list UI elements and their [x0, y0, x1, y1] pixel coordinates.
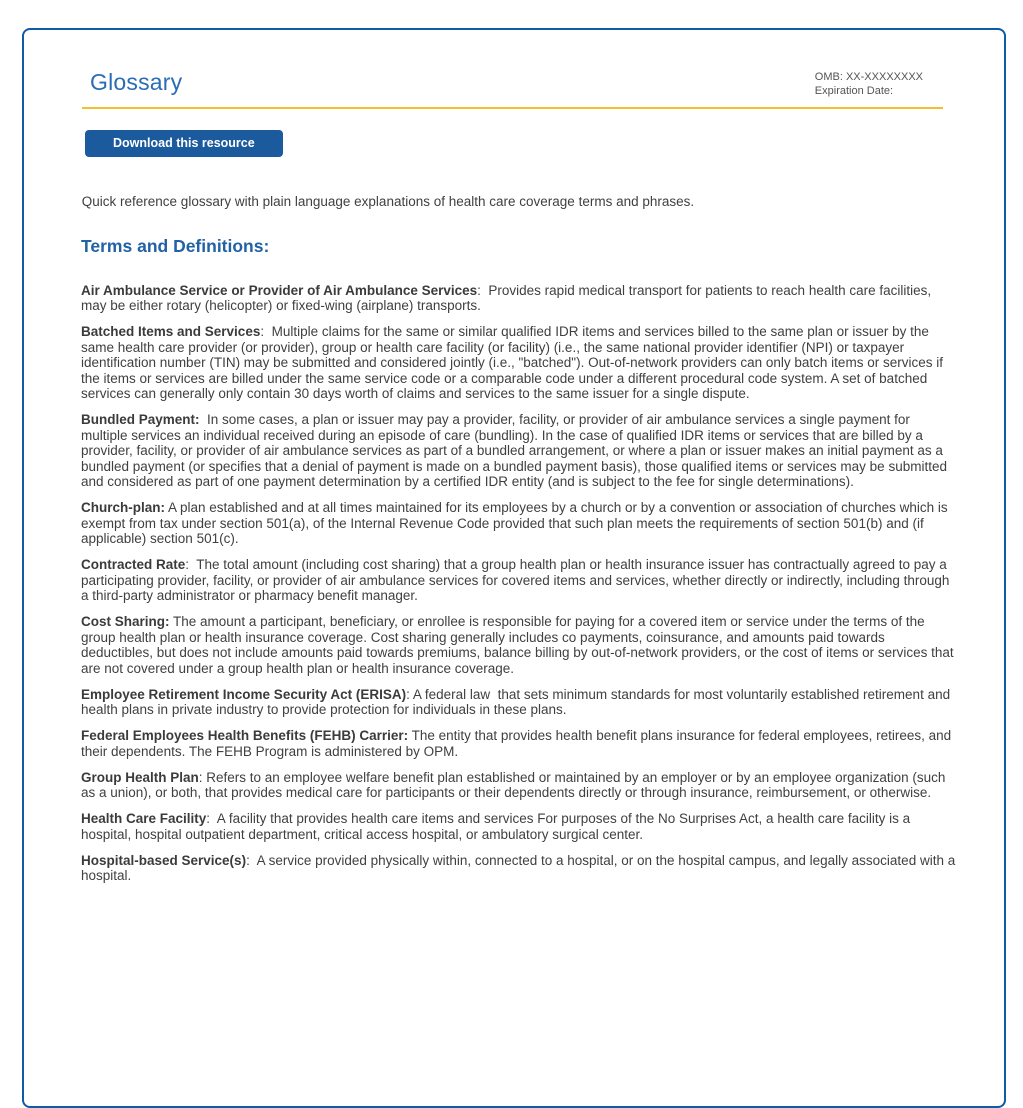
term-definition — [81, 770, 956, 801]
intro-text: Quick reference glossary with plain language explanations of health care coverage terms and phrases. — [78, 194, 695, 209]
expiration-date: Expiration Date: — [814, 84, 894, 97]
term-name: Air Ambulance Service or Provider of Air Ambulance Services — [81, 282, 478, 298]
title-underline — [82, 107, 943, 109]
term-definition — [81, 811, 956, 842]
omb-number: OMB: XX-XXXXXXXX — [814, 71, 923, 83]
content-card — [22, 28, 1006, 1108]
term-text: A plan established and at all times maintained for its employees by a church or by a convention or association of churches which is exempt from tax under section 501(a), of the Internal Revenue Code provided that such plan meets the requirements of section 501(b) and (if applicable) section 501(c). — [81, 500, 952, 546]
term-name: Employee Retirement Income Security Act (ERISA) — [81, 686, 407, 702]
term-name: Hospital-based Service(s) — [81, 852, 247, 868]
page-header — [82, 70, 943, 107]
terms-list — [81, 282, 959, 884]
term-text: : The total amount (including cost sharing) that a group health plan or health insurance issuer has contractually agreed to pay a participating provider, facility, or provider of air ambulance services for covered items and services, whether directly or indirectly, including through a third-party administrator or pharmacy benefit manager. — [81, 557, 954, 603]
term-definition — [81, 500, 956, 547]
term-text: : Refers to an employee welfare benefit plan established or maintained by an employer or by an employee organization (such as a union), or both, that provides medical care for participants or their dependents directly or through insurance, reimbursement, or otherwise. — [81, 769, 950, 800]
term-text: The amount a participant, beneficiary, or enrollee is responsible for paying for a covered item or service under the terms of the group health plan or health insurance coverage. Cost sharing generally includes co payments, coinsurance, and amounts paid towards deductibles, but does not include amounts paid towards premiums, balance billing by out-of-network providers, or the cost of items or services that are not covered under a group health plan or health insurance coverage. — [81, 614, 958, 676]
term-text: In some cases, a plan or issuer may pay a provider, facility, or provider of air ambulance services a single payment for multiple services an individual received during an episode of care (bundling). In the case of qualified IDR items or services that are billed by a provider, facility, or provider of air ambulance services as part of a bundled arrangement, or where a plan or issuer makes an initial payment as a bundled payment (or specifies that a denial of payment is made on a bundled payment basis), those qualified items or services may be submitted and considered as part of one payment determination by a certified IDR entity (and is subject to the fee for single determinations). — [81, 412, 951, 489]
page-title: Glossary — [90, 69, 183, 95]
term-name: Batched Items and Services — [81, 324, 261, 339]
omb-info — [815, 71, 923, 98]
term-text: : A federal law that sets minimum standards for most voluntarily established retirement and health plans in private industry to provide protection for individuals in these plans. — [81, 686, 954, 717]
terms-heading: Terms and Definitions: — [81, 235, 270, 256]
term-definition — [81, 614, 956, 676]
term-name: Federal Employees Health Benefits (FEHB) Carrier: — [81, 728, 409, 743]
term-definition — [81, 412, 956, 490]
term-text: The entity that provides health benefit plans insurance for federal employees, retirees, and their dependents. The FEHB Program is administered by OPM. — [81, 728, 955, 759]
term-name: Cost Sharing: — [81, 614, 170, 629]
term-definition — [81, 283, 956, 314]
term-name: Bundled Payment: — [81, 412, 200, 427]
download-resource-button[interactable]: Download this resource — [85, 130, 283, 157]
term-name: Health Care Facility — [81, 811, 207, 826]
term-text: : Provides rapid medical transport for patients to reach health care facilities, may be either rotary (helicopter) or fixed-wing (airplane) transports. — [81, 282, 935, 313]
term-definition — [81, 728, 956, 759]
term-definition — [81, 557, 956, 604]
term-name: Church-plan: — [81, 500, 165, 515]
term-definition — [81, 852, 959, 884]
term-definition — [81, 324, 956, 402]
term-text: : A facility that provides health care items and services For purposes of the No Surprises Act, a health care facility is a hospital, hospital outpatient department, critical access hospital, or ambulatory surgical center. — [81, 811, 914, 842]
term-text: : A service provided physically within, connected to a hospital, or on the hospital campus, and legally associated with a hospital. — [81, 852, 959, 883]
term-text: : Multiple claims for the same or similar qualified IDR items and services billed to the same plan or issuer by the same health care provider (or provider), group or health care facility (or facility) (i.e., the same national provider identifier (NPI) or taxpayer identification number (TIN) may be submitted and considered jointly (i.e., "batched"). Out-of-network providers can only batch items or services if the items or services are billed under the same service code or a comparable code under a different procedural code system. A set of batched services can generally only contain 30 days worth of claims and services to the same issuer for a single dispute. — [81, 324, 947, 401]
term-definition — [81, 687, 956, 718]
term-name: Group Health Plan — [81, 769, 199, 785]
term-name: Contracted Rate — [81, 557, 186, 572]
